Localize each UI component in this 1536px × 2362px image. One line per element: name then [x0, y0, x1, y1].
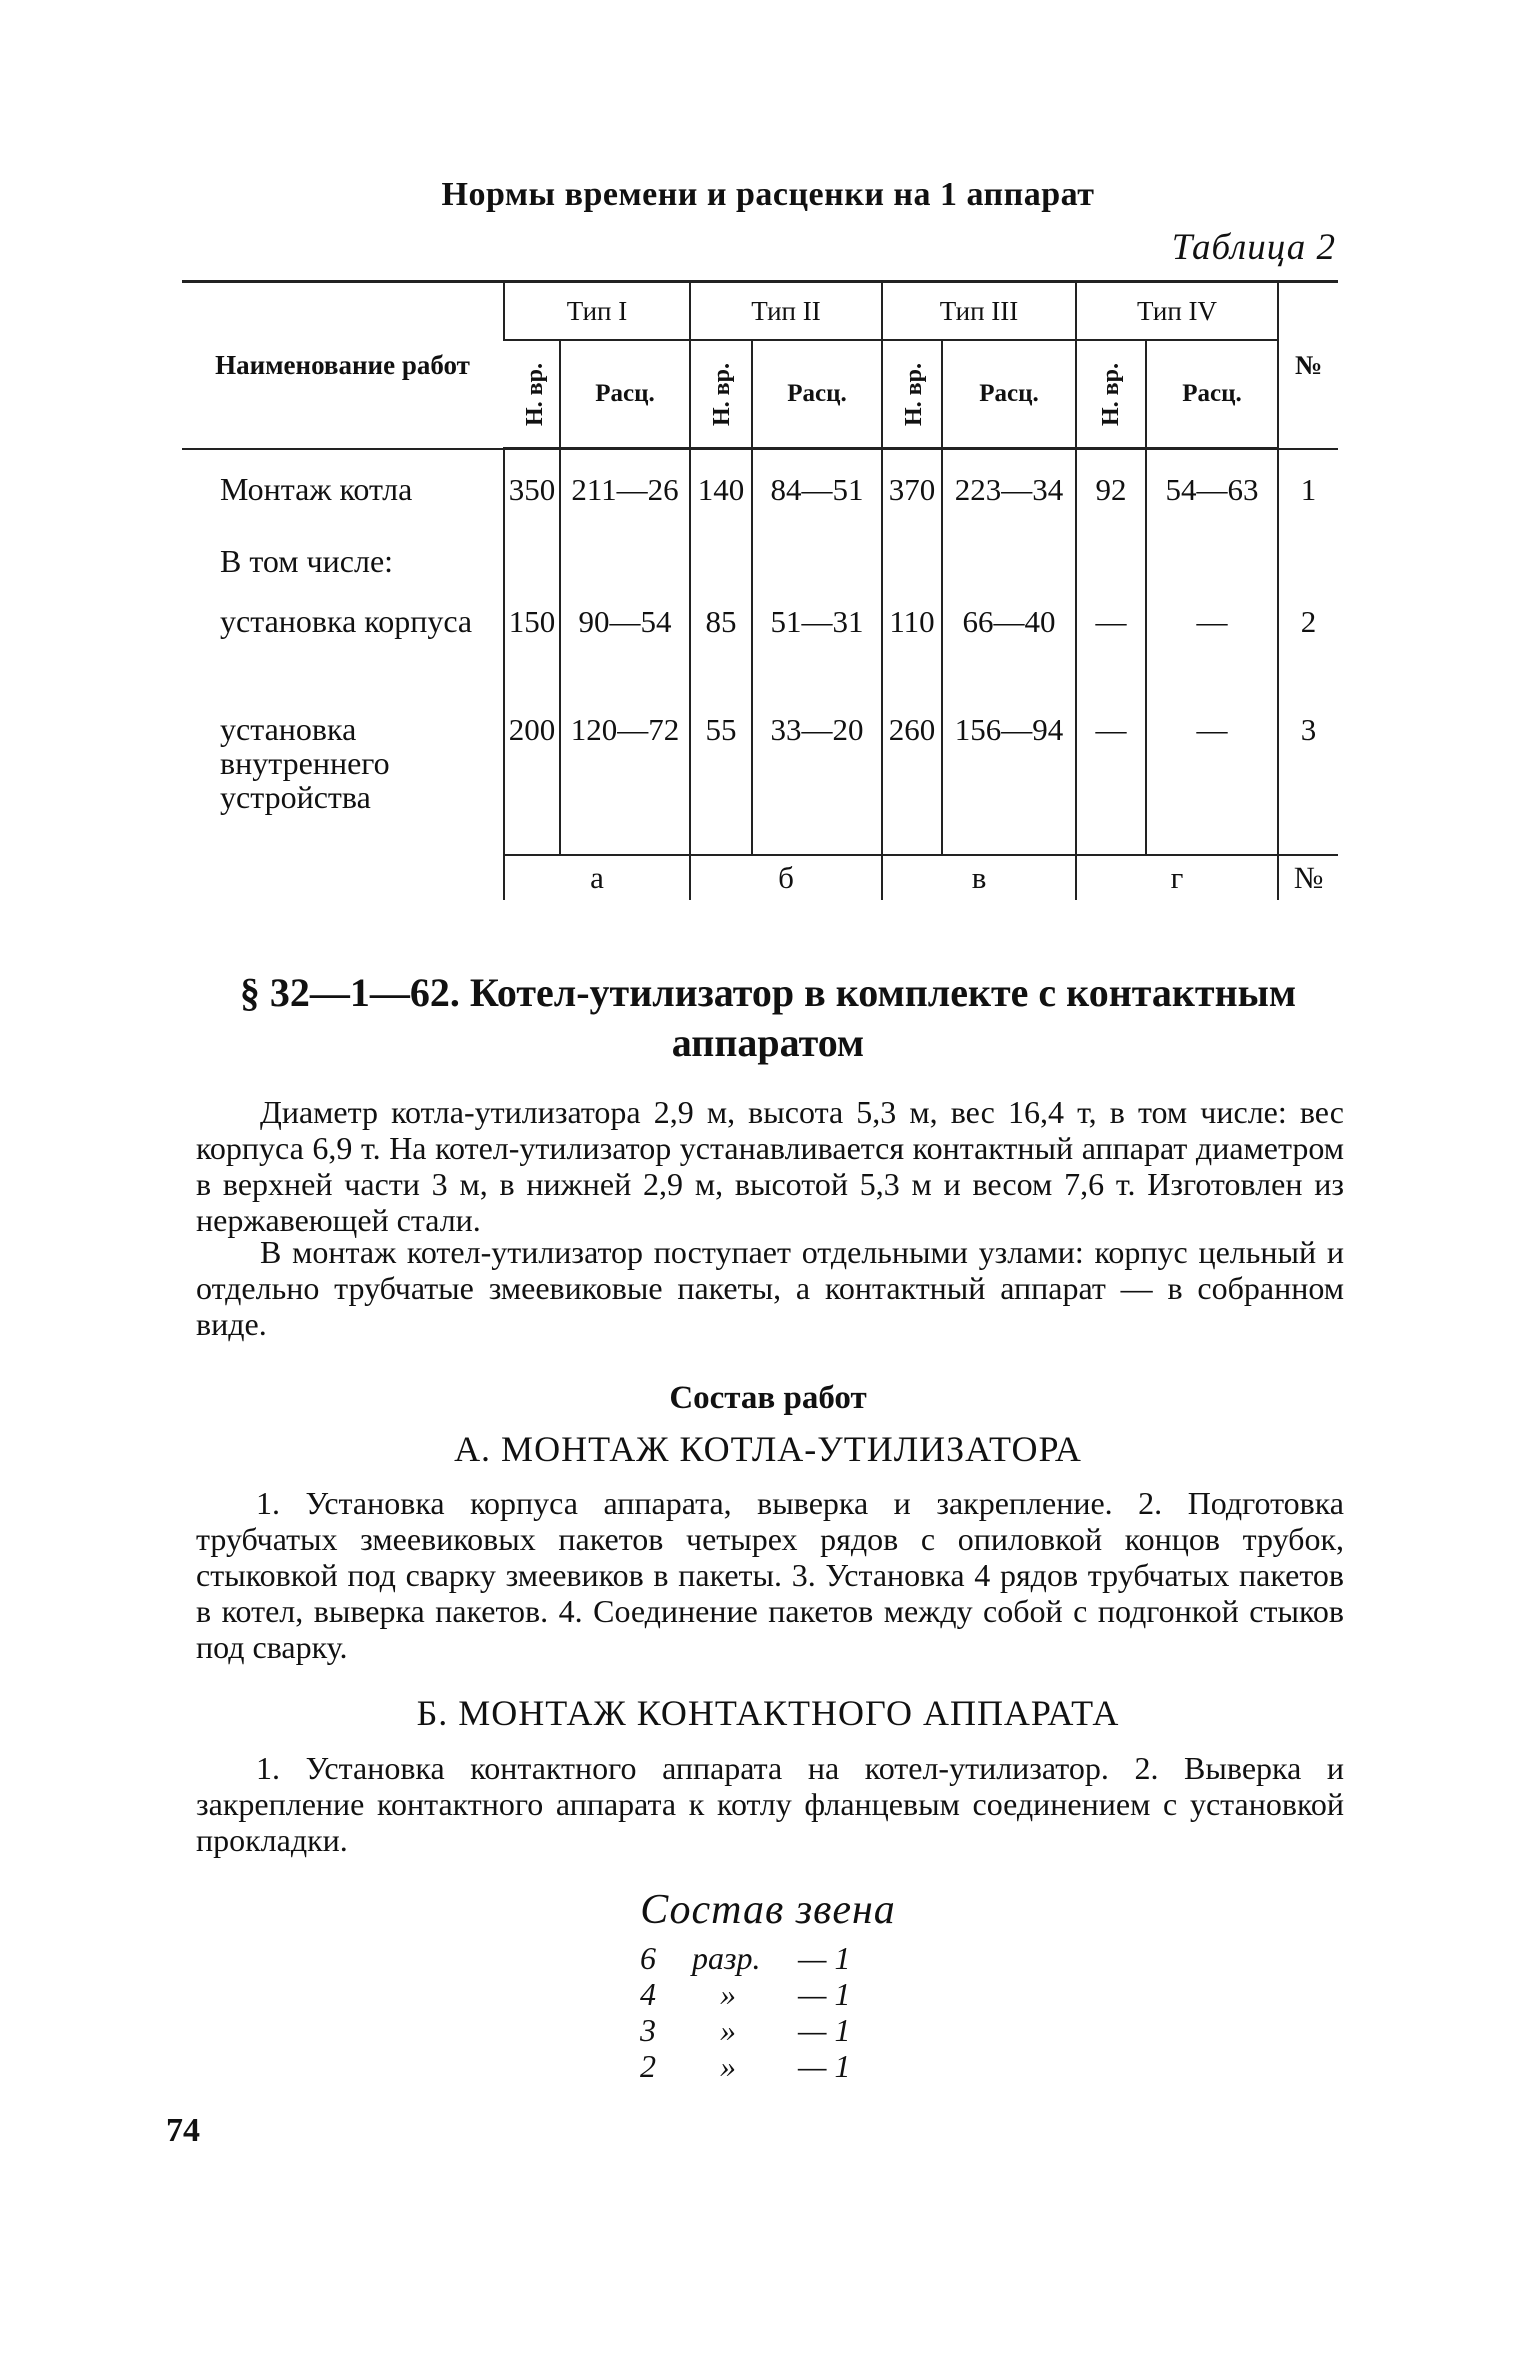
part-b-title: Б. МОНТАЖ КОНТАКТНОГО АППАРАТА [416, 1693, 1120, 1733]
crew-grade: 3 [640, 2012, 656, 2048]
header-rate: Расц. [560, 340, 690, 449]
table-footer-row [182, 855, 1338, 900]
cell [560, 540, 690, 600]
cell: 66—40 [942, 600, 1076, 708]
table-row [182, 540, 1338, 600]
cell: 54—63 [1146, 449, 1278, 541]
cell [882, 540, 942, 600]
crew-grade: 4 [640, 1976, 656, 2012]
row-number: 2 [1278, 600, 1338, 708]
cell: — [1076, 708, 1146, 832]
crew-list [640, 1940, 878, 2084]
norms-table [182, 280, 1338, 900]
cell: 85 [690, 600, 752, 708]
table-header-row-types [182, 282, 1338, 341]
cell: — [1146, 708, 1278, 832]
table-row [182, 708, 1338, 832]
crew-label: разр. [692, 1940, 761, 1976]
cell: 156—94 [942, 708, 1076, 832]
crew-label: » [720, 1976, 736, 2012]
footer-col-a: а [504, 855, 690, 900]
table-row [182, 600, 1338, 708]
cell: 260 [882, 708, 942, 832]
cell: 140 [690, 449, 752, 541]
cell: 92 [1076, 449, 1146, 541]
crew-grade: 2 [640, 2048, 656, 2084]
cell [504, 540, 560, 600]
cell: 120—72 [560, 708, 690, 832]
part-b-text: 1. Установка контактного аппарата на котел-утилизатор. 2. Выверка и закрепление контактного аппарата к котлу фланцевым соединением с установкой прокладки. [196, 1750, 1344, 1858]
header-type-4: Тип IV [1076, 282, 1278, 341]
crew-grade: 6 [640, 1940, 656, 1976]
cell: 211—26 [560, 449, 690, 541]
crew-count: — 1 [798, 2012, 851, 2048]
paragraph-delivery: В монтаж котел-утилизатор поступает отдельными узлами: корпус цельный и отдельно трубчатые змеевиковые пакеты, а контактный аппарат — в собранном виде. [196, 1234, 1344, 1342]
footer-col-v: в [882, 855, 1076, 900]
row-number: 3 [1278, 708, 1338, 832]
header-work-name: Наименование работ [182, 282, 504, 449]
header-rate: Расц. [1146, 340, 1278, 449]
header-number: № [1278, 282, 1338, 449]
crew-count: — 1 [798, 2048, 851, 2084]
header-norm-cell [1076, 340, 1146, 449]
cell: 370 [882, 449, 942, 541]
header-type-1: Тип I [504, 282, 690, 341]
cell [752, 540, 882, 600]
footer-col-g: г [1076, 855, 1278, 900]
header-norm: Н. вр. [1097, 363, 1124, 426]
header-norm-cell [690, 340, 752, 449]
header-type-2: Тип II [690, 282, 882, 341]
crew-row [640, 2048, 878, 2084]
row-name: установка корпуса [220, 603, 473, 639]
cell: 350 [504, 449, 560, 541]
crew-title: Состав звена [640, 1887, 896, 1933]
crew-row [640, 2012, 878, 2048]
header-norm: Н. вр. [901, 363, 928, 426]
cell: — [1076, 600, 1146, 708]
cell: 110 [882, 600, 942, 708]
row-name: В том числе: [220, 543, 394, 579]
header-type-3: Тип III [882, 282, 1076, 341]
crew-row [640, 1976, 878, 2012]
crew-row [640, 1940, 878, 1976]
section-heading-line-1: § 32—1—62. Котел-утилизатор в комплекте с контактным [239, 970, 1297, 1015]
row-number: 1 [1278, 449, 1338, 541]
crew-count: — 1 [798, 1976, 851, 2012]
row-number [1278, 540, 1338, 600]
page-number: 74 [166, 2112, 200, 2149]
part-a-text: 1. Установка корпуса аппарата, выверка и закрепление. 2. Подготовка трубчатых змеевиковых пакетов четырех рядов с опиловкой концов трубок, стыковкой под сварку змеевиков в пакеты. 3. Установка 4 рядов трубчатых пакетов в котел, выверка пакетов. 4. Соединение пакетов между собой с подгонкой стыков под сварку. [196, 1485, 1344, 1665]
crew-label: » [720, 2048, 736, 2084]
header-norm: Н. вр. [521, 363, 548, 426]
section-heading-line-2: аппаратом [671, 1020, 865, 1065]
header-norm: Н. вр. [708, 363, 735, 426]
header-rate: Расц. [752, 340, 882, 449]
cell: 150 [504, 600, 560, 708]
header-norm-cell [882, 340, 942, 449]
cell [1076, 540, 1146, 600]
cell [1146, 540, 1278, 600]
header-norm-cell [504, 340, 560, 449]
cell: — [1146, 600, 1278, 708]
footer-col-b: б [690, 855, 882, 900]
page-title: Нормы времени и расценки на 1 аппарат [441, 176, 1095, 213]
crew-label: » [720, 2012, 736, 2048]
table-label: Таблица 2 [1171, 227, 1336, 268]
cell: 51—31 [752, 600, 882, 708]
header-rate: Расц. [942, 340, 1076, 449]
cell: 84—51 [752, 449, 882, 541]
table-spacer-row [182, 832, 1338, 855]
cell [690, 540, 752, 600]
footer-number: № [1278, 855, 1338, 900]
cell [942, 540, 1076, 600]
paragraph-description: Диаметр котла-утилизатора 2,9 м, высота 5,3 м, вес 16,4 т, в том числе: вес корпуса 6,9 т. На котел-утилизатор устанавливается контактный аппарат диаметром в верхней части 3 м, в нижней 2,9 м, высотой 5,3 м и весом 7,6 т. Изготовлен из нержавеющей стали. [196, 1094, 1344, 1238]
work-composition-title: Состав работ [669, 1380, 867, 1416]
cell: 90—54 [560, 600, 690, 708]
cell: 33—20 [752, 708, 882, 832]
cell: 200 [504, 708, 560, 832]
crew-count: — 1 [798, 1940, 851, 1976]
row-name: установка внутреннего устройства [220, 711, 390, 815]
footer-blank [182, 855, 504, 900]
part-a-title: А. МОНТАЖ КОТЛА-УТИЛИЗАТОРА [454, 1429, 1082, 1469]
row-name: Монтаж котла [220, 470, 413, 507]
cell: 223—34 [942, 449, 1076, 541]
section-heading [0, 968, 1536, 1068]
table-row [182, 449, 1338, 541]
cell: 55 [690, 708, 752, 832]
